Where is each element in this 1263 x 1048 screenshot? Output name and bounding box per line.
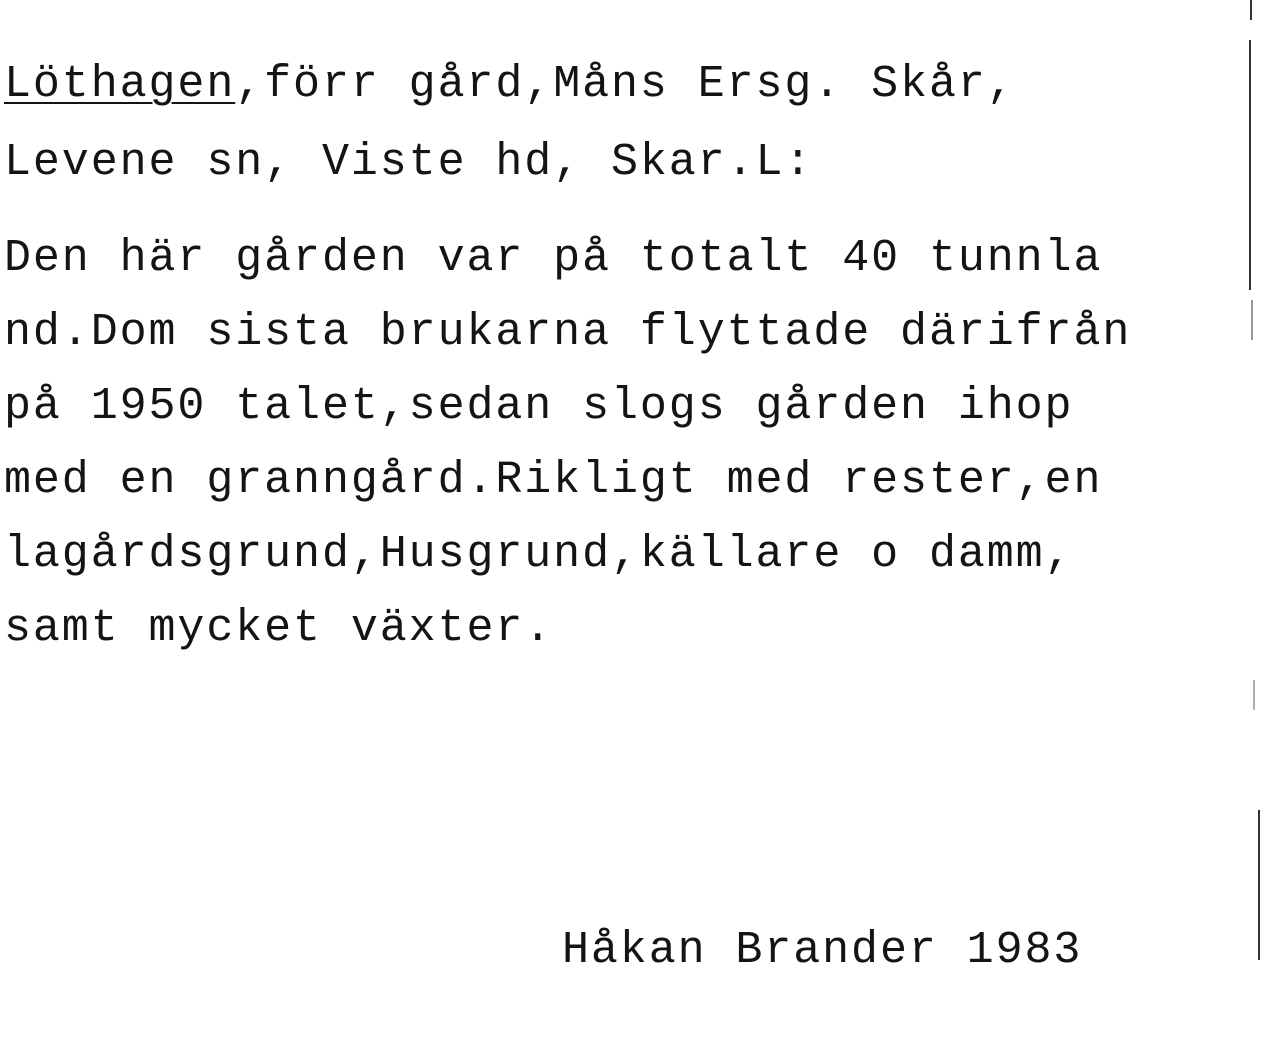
scan-edge-mark: [1250, 0, 1252, 20]
scan-edge-mark: [1249, 40, 1251, 290]
scan-edge-mark: [1251, 300, 1253, 340]
heading-line-2: Levene sn, Viste hd, Skar.L:: [4, 137, 814, 188]
body-line: lagårdsgrund,Husgrund,källare o damm,: [4, 529, 1074, 580]
body-line: samt mycket växter.: [4, 603, 554, 654]
body-line: på 1950 talet,sedan slogs gården ihop: [4, 381, 1074, 432]
scan-edge-mark: [1258, 810, 1260, 960]
body-line: nd.Dom sista brukarna flyttade därifrån: [4, 307, 1132, 358]
body-line: med en granngård.Rikligt med rester,en: [4, 455, 1103, 506]
heading-line-1: [4, 59, 1016, 110]
signature: Håkan Brander 1983: [562, 925, 1083, 976]
place-name: Löthagen: [4, 59, 236, 110]
body-line: Den här gården var på totalt 40 tunnla: [4, 233, 1103, 284]
heading-line-1-rest: ,förr gård,Måns Ersg. Skår,: [235, 59, 1016, 110]
scan-edge-mark: [1253, 680, 1255, 710]
